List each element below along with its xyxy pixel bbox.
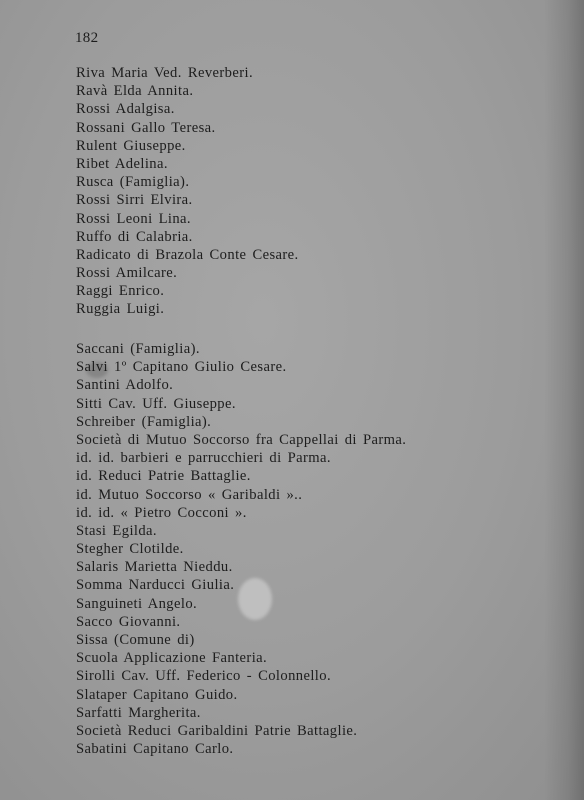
- list-item: Sissa (Comune di): [76, 632, 195, 648]
- list-item: Saccani (Famiglia).: [76, 341, 200, 357]
- list-item: Società Reduci Garibaldini Patrie Battaglie.: [76, 722, 358, 739]
- list-item: id. id. « Pietro Cocconi ».: [76, 504, 247, 521]
- name-list-r: [76, 64, 299, 319]
- list-item: Rossi Sirri Elvira.: [76, 192, 193, 209]
- list-item: Salaris Marietta Nieddu.: [76, 559, 233, 576]
- page-number: 182: [75, 30, 99, 46]
- list-item: id. id. barbieri e parrucchieri di Parma.: [76, 450, 331, 467]
- list-item: Sitti Cav. Uff. Giuseppe.: [76, 395, 236, 412]
- list-item: Stegher Clotilde.: [76, 541, 184, 558]
- list-item: Ruffo di Calabria.: [76, 228, 193, 245]
- list-item: Rusca (Famiglia).: [76, 174, 190, 191]
- list-item: Santini Adolfo.: [76, 377, 174, 394]
- list-item: Società di Mutuo Soccorso fra Cappellai di Parma.: [76, 431, 407, 448]
- list-item: Salvi 1º Capitano Giulio Cesare.: [76, 359, 287, 376]
- list-item: Rossani Gallo Teresa.: [76, 119, 216, 136]
- list-item: Rulent Giuseppe.: [76, 137, 186, 154]
- list-item: Rossi Adalgisa.: [76, 101, 175, 118]
- list-item: Radicato di Brazola Conte Cesare.: [76, 246, 299, 263]
- list-item: Rossi Amilcare.: [76, 265, 178, 282]
- list-item: Somma Narducci Giulia.: [76, 577, 235, 594]
- list-item: Sanguineti Angelo.: [76, 595, 198, 612]
- list-item: Rossi Leoni Lina.: [76, 210, 191, 227]
- list-item: id. Mutuo Soccorso « Garibaldi »..: [76, 486, 303, 503]
- list-item: Ruggia Luigi.: [76, 301, 165, 318]
- list-item: Scuola Applicazione Fanteria.: [76, 650, 268, 667]
- list-item: Schreiber (Famiglia).: [76, 413, 212, 430]
- list-item: Slataper Capitano Guido.: [76, 686, 238, 703]
- list-item: Ravà Elda Annita.: [76, 83, 194, 100]
- list-item: Sabatini Capitano Carlo.: [76, 741, 234, 758]
- list-item: id. Reduci Patrie Battaglie.: [76, 468, 251, 485]
- list-item: Ribet Adelina.: [76, 155, 168, 172]
- list-item: Raggi Enrico.: [76, 283, 165, 300]
- list-item: Sirolli Cav. Uff. Federico - Colonnello.: [76, 668, 332, 685]
- list-item: Sacco Giovanni.: [76, 613, 181, 630]
- list-item: Stasi Egilda.: [76, 522, 157, 539]
- name-list-s: [76, 340, 406, 758]
- page-edge-shadow: [544, 0, 584, 800]
- list-item: Riva Maria Ved. Reverberi.: [76, 65, 254, 81]
- list-item: Sarfatti Margherita.: [76, 704, 201, 721]
